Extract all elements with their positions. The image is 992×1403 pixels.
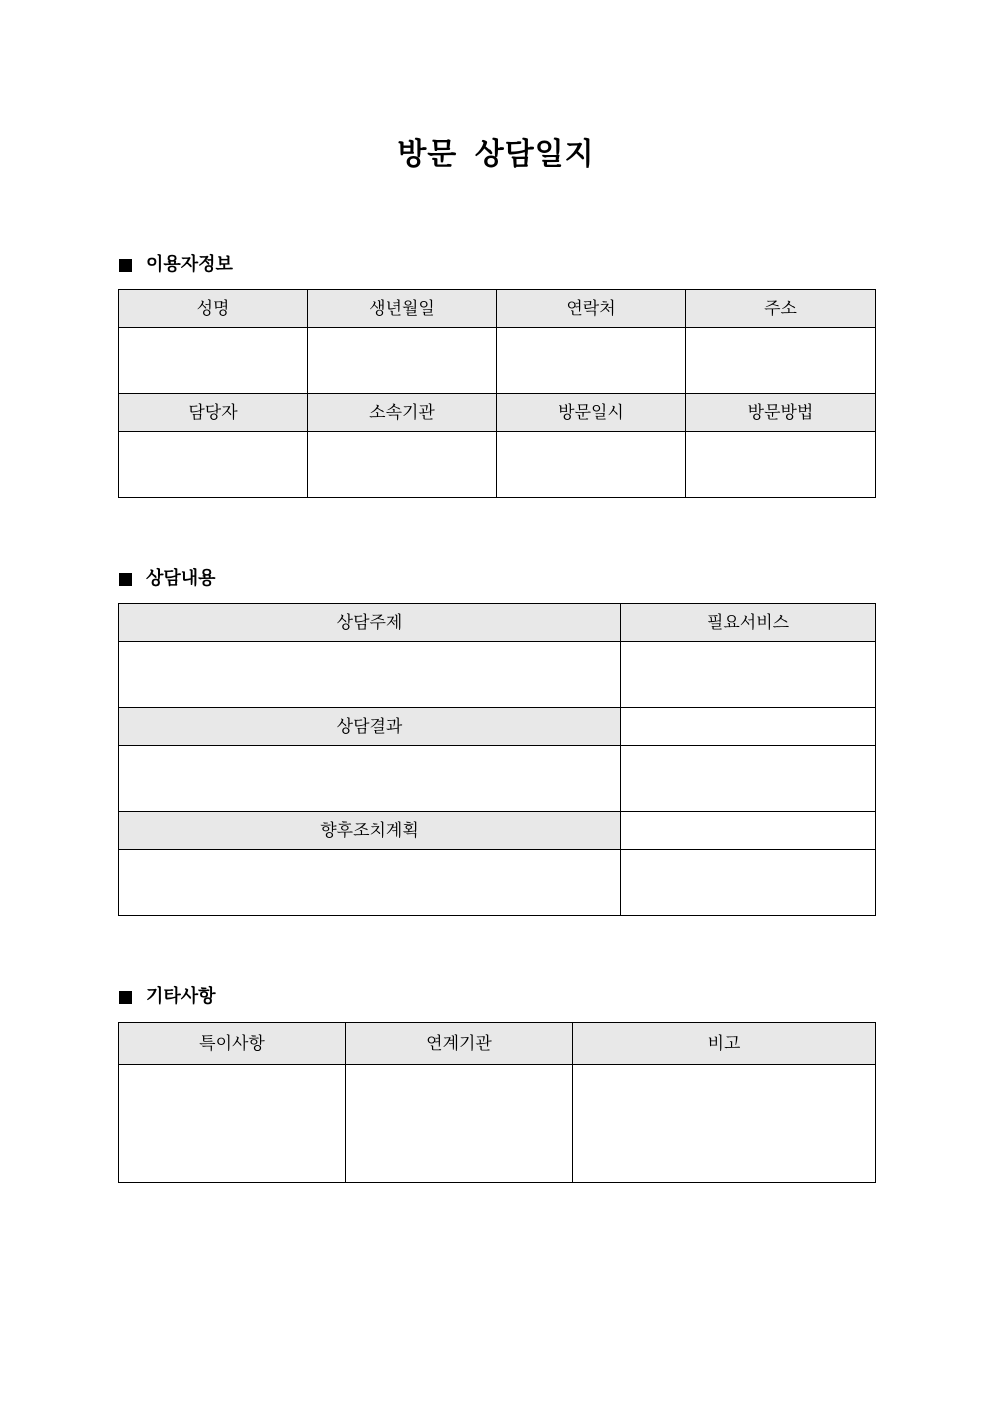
header-plan: 향후조치계획 bbox=[119, 812, 621, 850]
cell-needed-service-4[interactable] bbox=[621, 812, 876, 850]
section-heading-consultation bbox=[119, 567, 216, 591]
header-name: 성명 bbox=[119, 290, 308, 328]
section-heading-user-info bbox=[119, 253, 233, 277]
section-heading-label: 이용자정보 bbox=[146, 254, 233, 275]
cell-visit-method[interactable] bbox=[686, 432, 876, 498]
header-needed-service: 필요서비스 bbox=[621, 604, 876, 642]
cell-result[interactable] bbox=[119, 746, 621, 812]
section-heading-other bbox=[119, 985, 216, 1009]
cell-linked-agency[interactable] bbox=[346, 1065, 573, 1183]
cell-contact[interactable] bbox=[497, 328, 686, 394]
header-special-notes: 특이사항 bbox=[119, 1023, 346, 1065]
cell-topic[interactable] bbox=[119, 642, 621, 708]
header-staff: 담당자 bbox=[119, 394, 308, 432]
cell-affiliation[interactable] bbox=[308, 432, 497, 498]
section-heading-label: 기타사항 bbox=[146, 986, 216, 1007]
header-remarks: 비고 bbox=[573, 1023, 876, 1065]
header-result: 상담결과 bbox=[119, 708, 621, 746]
cell-name[interactable] bbox=[119, 328, 308, 394]
header-affiliation: 소속기관 bbox=[308, 394, 497, 432]
cell-needed-service-3[interactable] bbox=[621, 746, 876, 812]
header-visit-datetime: 방문일시 bbox=[497, 394, 686, 432]
header-linked-agency: 연계기관 bbox=[346, 1023, 573, 1065]
header-birthdate: 생년월일 bbox=[308, 290, 497, 328]
cell-needed-service-2[interactable] bbox=[621, 708, 876, 746]
square-bullet-icon bbox=[119, 573, 132, 586]
cell-visit-datetime[interactable] bbox=[497, 432, 686, 498]
header-contact: 연락처 bbox=[497, 290, 686, 328]
cell-staff[interactable] bbox=[119, 432, 308, 498]
cell-address[interactable] bbox=[686, 328, 876, 394]
cell-birthdate[interactable] bbox=[308, 328, 497, 394]
user-info-table bbox=[118, 289, 876, 498]
cell-needed-service-5[interactable] bbox=[621, 850, 876, 916]
cell-remarks[interactable] bbox=[573, 1065, 876, 1183]
cell-plan[interactable] bbox=[119, 850, 621, 916]
cell-special-notes[interactable] bbox=[119, 1065, 346, 1183]
header-visit-method: 방문방법 bbox=[686, 394, 876, 432]
square-bullet-icon bbox=[119, 259, 132, 272]
page-title: 방문 상담일지 bbox=[397, 137, 595, 172]
header-topic: 상담주제 bbox=[119, 604, 621, 642]
other-table bbox=[118, 1022, 876, 1183]
consultation-table bbox=[118, 603, 876, 916]
section-heading-label: 상담내용 bbox=[146, 568, 216, 589]
square-bullet-icon bbox=[119, 991, 132, 1004]
header-address: 주소 bbox=[686, 290, 876, 328]
cell-needed-service-1[interactable] bbox=[621, 642, 876, 708]
